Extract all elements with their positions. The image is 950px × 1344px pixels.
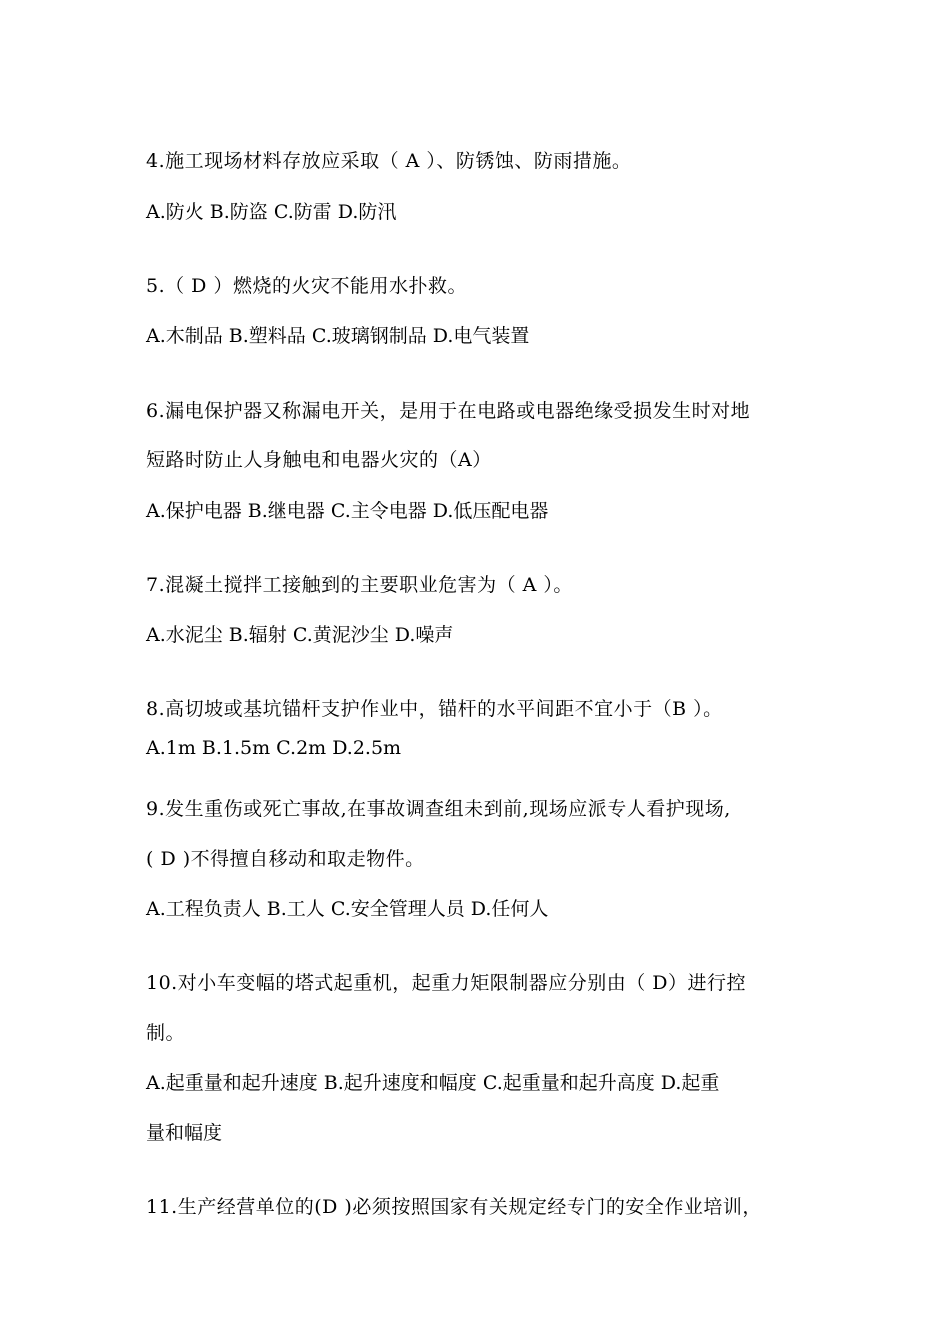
question-4-text: 4.施工现场材料存放应采取（ A ）、防锈蚀、防雨措施。 <box>146 150 632 172</box>
question-6-text-line2: 短路时防止人身触电和电器火灾的（A） <box>146 449 492 471</box>
question-4-options: A.防火 B.防盗 C.防雷 D.防汛 <box>146 201 397 223</box>
question-5-text: 5.（ D ）燃烧的火灾不能用水扑救。 <box>146 275 467 297</box>
question-8-options: A.1m B.1.5m C.2m D.2.5m <box>146 737 402 759</box>
question-10-text-line1: 10.对小车变幅的塔式起重机，起重力矩限制器应分别由（ D）进行控 <box>146 972 746 994</box>
question-6-options: A.保护电器 B.继电器 C.主令电器 D.低压配电器 <box>146 500 549 522</box>
question-10-options-line1: A.起重量和起升速度 B.起升速度和幅度 C.起重量和起升高度 D.起重 <box>146 1072 720 1094</box>
question-9-options: A.工程负责人 B.工人 C.安全管理人员 D.任何人 <box>146 898 549 920</box>
question-9-text-line1: 9.发生重伤或死亡事故,在事故调查组未到前,现场应派专人看护现场, <box>146 798 731 820</box>
question-11-text: 11.生产经营单位的(D )必须按照国家有关规定经专门的安全作业培训， <box>146 1196 762 1218</box>
question-7-text: 7.混凝土搅拌工接触到的主要职业危害为（ A ）。 <box>146 574 573 596</box>
question-7-options: A.水泥尘 B.辐射 C.黄泥沙尘 D.噪声 <box>146 624 454 646</box>
question-10-options-line2: 量和幅度 <box>146 1122 223 1144</box>
question-8-text: 8.高切坡或基坑锚杆支护作业中，锚杆的水平间距不宜小于（B ）。 <box>146 698 723 720</box>
question-5-options: A.木制品 B.塑料品 C.玻璃钢制品 D.电气装置 <box>146 325 530 347</box>
question-6-text-line1: 6.漏电保护器又称漏电开关，是用于在电路或电器绝缘受损发生时对地 <box>146 400 751 422</box>
question-9-text-line2: ( D )不得擅自移动和取走物件。 <box>146 848 425 870</box>
question-10-text-line2: 制。 <box>146 1022 186 1044</box>
